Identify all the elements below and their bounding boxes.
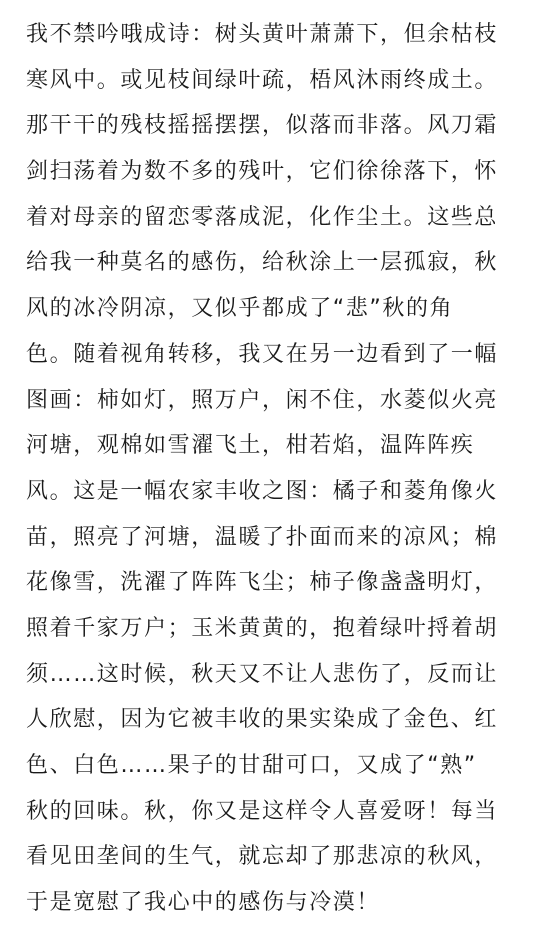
text-line: 图画：柿如灯，照万户，闲不住，水菱似火亮 bbox=[26, 387, 499, 413]
text-line: 河塘，观棉如雪濯飞土，柑若焰，温阵阵疾 bbox=[26, 433, 475, 459]
essay-text bbox=[26, 12, 516, 926]
text-line: 色。随着视角转移，我又在另一边看到了一幅 bbox=[26, 341, 499, 367]
text-line: 给我一种莫名的感伤，给秋涂上一层孤寂，秋 bbox=[26, 250, 499, 276]
text-line: 花像雪，洗濯了阵阵飞尘；柿子像盏盏明灯， bbox=[26, 570, 499, 596]
text-line: 看见田垄间的生气，就忘却了那悲凉的秋风， bbox=[26, 844, 499, 870]
text-line: 寒风中。或见枝间绿叶疏，梧风沐雨终成土。 bbox=[26, 67, 499, 93]
text-line: 苗，照亮了河塘，温暖了扑面而来的凉风；棉 bbox=[26, 524, 499, 550]
text-line: 须……这时候，秋天又不让人悲伤了，反而让 bbox=[26, 661, 499, 687]
text-line: 着对母亲的留恋零落成泥，化作尘土。这些总 bbox=[26, 204, 499, 230]
text-line: 剑扫荡着为数不多的残叶，它们徐徐落下，怀 bbox=[26, 159, 499, 185]
text-line: 照着千家万户；玉米黄黄的，抱着绿叶捋着胡 bbox=[26, 615, 499, 641]
text-line: 人欣慰，因为它被丰收的果实染成了金色、红 bbox=[26, 707, 499, 733]
text-line: 那干干的残枝摇摇摆摆，似落而非落。风刀霜 bbox=[26, 113, 499, 139]
text-line: 风。这是一幅农家丰收之图：橘子和菱角像火 bbox=[26, 478, 499, 504]
text-line: 于是宽慰了我心中的感伤与冷漠！ bbox=[26, 890, 381, 916]
text-line: 我不禁吟哦成诗：树头黄叶萧萧下，但余枯枝 bbox=[26, 22, 499, 47]
text-line: 色、白色……果子的甘甜可口，又成了“熟” bbox=[26, 753, 477, 778]
text-line: 风的冰冷阴凉，又似乎都成了“悲”秋的角 bbox=[26, 296, 454, 322]
text-line: 秋的回味。秋，你又是这样令人喜爱呀！每当 bbox=[26, 798, 499, 824]
